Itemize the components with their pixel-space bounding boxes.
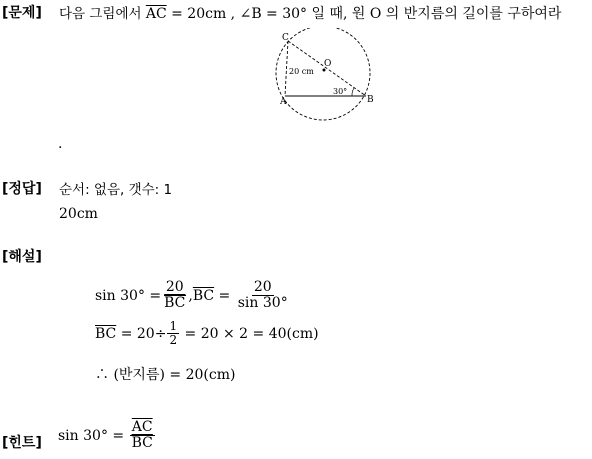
l1-eq: = bbox=[214, 287, 235, 304]
label-angle: 30° bbox=[333, 87, 348, 96]
problem-tag: [문제] bbox=[2, 5, 42, 21]
ac-segment-symbol: $\overline{AC}$ bbox=[145, 6, 167, 22]
l2-fraction bbox=[167, 320, 179, 347]
l2-bc: $\overline{BC}$ bbox=[95, 325, 117, 342]
l1-fraction-2 bbox=[236, 280, 290, 312]
l2-denominator: 2 bbox=[169, 333, 178, 348]
explanation-tag: [해설] bbox=[2, 249, 42, 265]
l1-numerator-2: 20 bbox=[253, 279, 272, 295]
l1-sin: sin 30° = bbox=[95, 287, 162, 304]
label-b: B bbox=[367, 95, 374, 105]
hint-numerator: $\overline{AC}$ bbox=[131, 419, 153, 435]
hint-sin: sin 30° = bbox=[58, 427, 129, 444]
hint-denominator: BC bbox=[131, 435, 153, 452]
l2-a: = 20÷ bbox=[116, 325, 167, 342]
l1-comma: , bbox=[188, 287, 193, 304]
trailing-dot: . bbox=[58, 136, 63, 152]
label-c: C bbox=[282, 33, 289, 43]
label-length: 20 cm bbox=[289, 67, 314, 76]
segment-ca bbox=[285, 41, 288, 96]
hint-formula bbox=[58, 420, 156, 452]
answer-tag: [정답] bbox=[2, 181, 42, 197]
answer-meta: 순서: 없음, 갯수: 1 bbox=[59, 182, 173, 198]
problem-text bbox=[59, 2, 561, 23]
problem-text-before: 다음 그림에서 bbox=[59, 6, 146, 22]
answer-value: 20cm bbox=[59, 206, 98, 222]
l1-fraction bbox=[162, 280, 187, 312]
explanation-line-3: ∴ (반지름) = 20(cm) bbox=[95, 367, 236, 383]
label-a: A bbox=[280, 97, 287, 107]
problem-text-after: = 20cm , ∠B = 30° 일 때, 원 O 의 반지름의 길이를 구하여라 bbox=[166, 6, 562, 22]
label-o: O bbox=[324, 59, 332, 69]
explanation-line-1 bbox=[95, 280, 291, 312]
hint-tag: [힌트] bbox=[2, 435, 42, 451]
hint-fraction bbox=[130, 420, 155, 452]
l1-denominator-2: sin 30° bbox=[237, 295, 288, 312]
circle-figure bbox=[272, 28, 376, 122]
angle-arc-b bbox=[352, 88, 354, 96]
l1-numerator: 20 bbox=[165, 279, 184, 295]
l2-b: = 20 × 2 = 40(cm) bbox=[180, 325, 319, 342]
explanation-line-2 bbox=[95, 320, 319, 347]
l1-denominator: BC bbox=[164, 295, 186, 312]
l2-numerator: 1 bbox=[169, 319, 178, 333]
l1-bc: $\overline{BC}$ bbox=[192, 287, 215, 304]
